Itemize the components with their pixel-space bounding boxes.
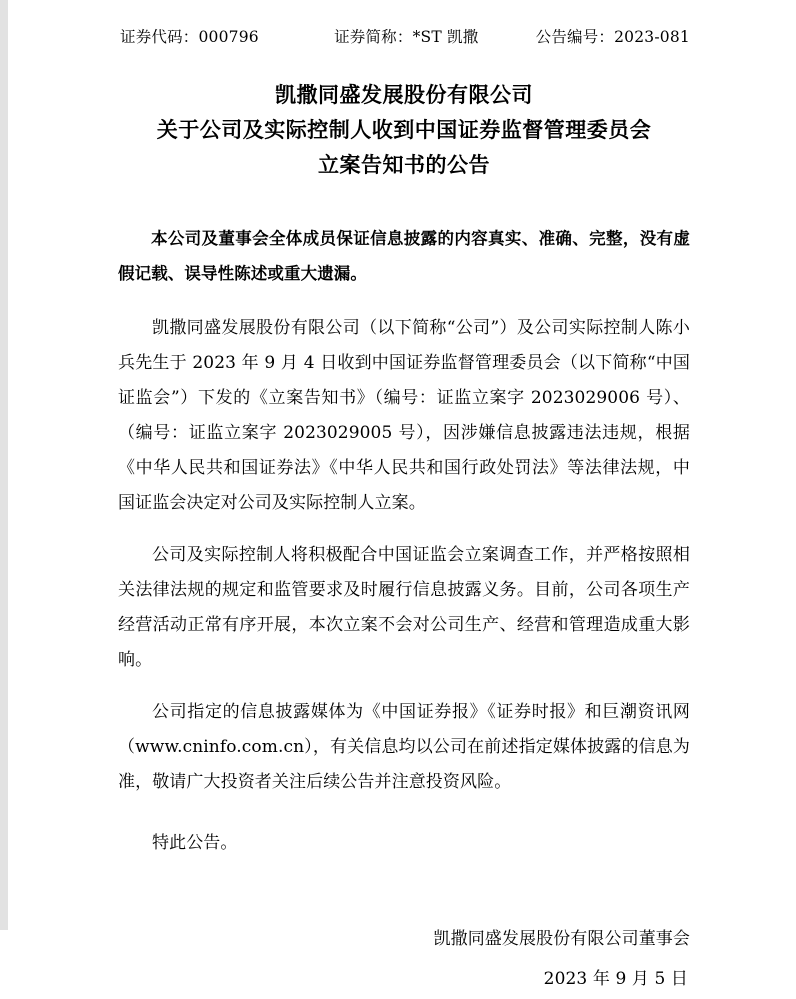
page-left-gutter bbox=[0, 0, 8, 930]
document-sheet bbox=[8, 0, 796, 989]
signature-issuer: 凯撒同盛发展股份有限公司董事会 bbox=[433, 929, 690, 949]
body-paragraph-designated-media: 公司指定的信息披露媒体为《中国证券报》《证券时报》和巨潮资讯网（www.cninfo.com.cn），有关信息均以公司在前述指定媒体披露的信息为准，敬请广大投资者关注后续公告并注意投资风险。 bbox=[118, 702, 690, 792]
signature-block bbox=[118, 919, 690, 999]
document-content bbox=[118, 0, 690, 999]
security-abbreviation: 证券简称：*ST 凯撒 bbox=[334, 28, 479, 46]
title-line-company: 凯撒同盛发展股份有限公司 bbox=[275, 83, 533, 107]
signature-date: 2023 年 9 月 5 日 bbox=[543, 969, 688, 989]
body-paragraph-cooperation: 公司及实际控制人将积极配合中国证监会立案调查工作，并严格按照相关法律法规的规定和监管要求及时履行信息披露义务。目前，公司各项生产经营活动正常有序开展，本次立案不会对公司生产、经营和管理造成重大影响。 bbox=[118, 545, 690, 670]
closing-notice: 特此公告。 bbox=[152, 833, 238, 853]
disclosure-guarantee-statement: 本公司及董事会全体成员保证信息披露的内容真实、准确、完整，没有虚假记载、误导性陈述或重大遗漏。 bbox=[118, 229, 690, 283]
title-line-suffix: 立案告知书的公告 bbox=[318, 153, 490, 177]
page-title bbox=[118, 78, 690, 183]
body-paragraph-filing-notice: 凯撒同盛发展股份有限公司（以下简称“公司”）及公司实际控制人陈小兵先生于 2023 年 9 月 4 日收到中国证券监督管理委员会（以下简称“中国证监会”）下发的《立案告知书》（编号：证监立案字 2023029006 号）、（编号：证监立案字 2023029005 号），因涉嫌信息披露违法违规，根据《中华人民共和国证券法》《中华人民共和国行政处罚法》等法律法规，中国证监会决定对公司及实际控制人立案。 bbox=[118, 318, 690, 513]
announcement-number: 公告编号：2023-081 bbox=[535, 28, 690, 46]
document-header bbox=[118, 26, 690, 48]
title-line-subject: 关于公司及实际控制人收到中国证券监督管理委员会 bbox=[156, 118, 652, 142]
security-code: 证券代码：000796 bbox=[120, 28, 259, 46]
